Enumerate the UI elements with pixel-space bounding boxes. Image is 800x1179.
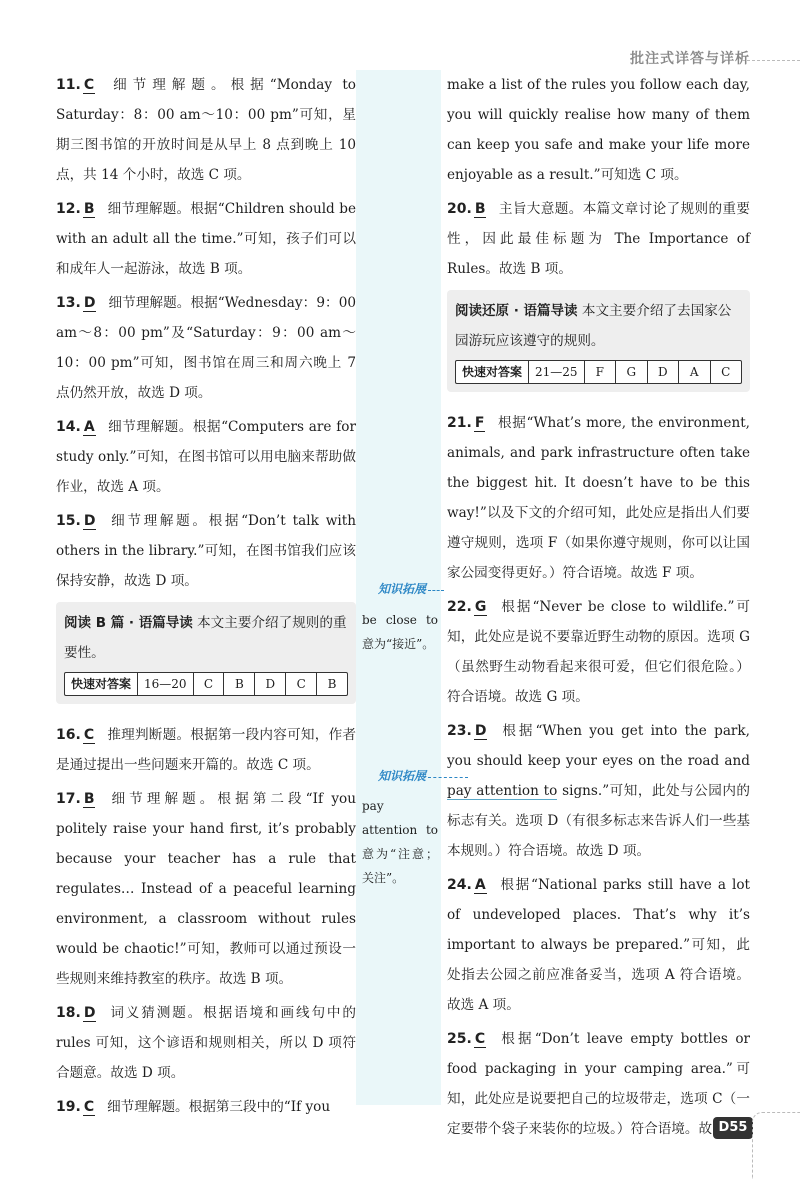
answer-cell: C: [194, 673, 225, 695]
question-explanation: 细节理解题。根据第二段“If you politely raise your hand first, it’s probably because your teacher has a rule that regulates… Instead of a peaceful learning environment, a classroom without rules would be chaotic!”可知，教师可以通过预设一些规则来维持教室的秩序。故选 B 项。: [56, 791, 356, 987]
question-number: 14.: [56, 419, 81, 435]
question-19: [56, 1092, 356, 1122]
question-explanation: 细节理解题。根据第三段中的“If you: [107, 1099, 331, 1115]
question-answer: C: [83, 727, 95, 743]
question-explanation: 细节理解题。根据“Don’t talk with others in the library.”可知，在图书馆我们应该保持安静，故选 D 项。: [56, 513, 356, 589]
question-explanation: 细节理解题。根据“Wednesday：9：00 am～8：00 pm”及“Saturday：9：00 am～10：00 pm”可知，图书馆在周三和周六晚上 7 点仍然开放，故选 D 项。: [56, 295, 356, 401]
question-17: [56, 784, 356, 994]
question-18: [56, 998, 356, 1088]
knowledge-note-text: be close to 意为“接近”。: [362, 613, 438, 651]
question-answer: B: [83, 201, 95, 217]
question-11: [56, 70, 356, 190]
guide-heading: 阅读 B 篇 · 语篇导读: [64, 615, 193, 631]
answer-cell: F: [585, 361, 616, 383]
question-19-continued: [447, 70, 750, 190]
question-24: [447, 870, 750, 1020]
question-number: 19.: [56, 1099, 81, 1115]
question-explanation: 根据“When you get into the park, you should keep your eyes on the road and: [447, 723, 750, 769]
question-explanation: 根据“Don’t leave empty bottles or food packaging in your camping area.”可知，此处应是说要把自己的垃圾带走，选项 C（一定要带个袋子来装你的垃圾。）符合语境。故: [447, 1031, 750, 1137]
question-number: 16.: [56, 727, 81, 743]
answer-cell: B: [224, 673, 255, 695]
question-number: 20.: [447, 201, 472, 217]
question-12: [56, 194, 356, 284]
question-answer: F: [474, 415, 485, 431]
question-number: 21.: [447, 415, 472, 431]
knowledge-note-text: pay attention to 意为“注意；关注”。: [362, 799, 438, 885]
answer-range: 16—20: [138, 673, 194, 695]
annotated-phrase: pay attention to: [447, 783, 558, 799]
note-pointer: [428, 590, 444, 591]
answer-cell: A: [679, 361, 710, 383]
question-explanation: 主旨大意题。本篇文章讨论了规则的重要性，因此最佳标题为 The Importance of Rules。故选 B 项。: [447, 201, 750, 277]
question-answer: C: [474, 1031, 486, 1047]
header-title: 批注式详答与详析: [630, 51, 750, 67]
question-explanation: 根据“What’s more, the environment, animals, and park infrastructure often take the biggest hit. It doesn’t have to be this way!”以及下文的介绍可知，此处应是指出人们要遵守规则，选项 F（如果你遵守规则，你可以让国家公园变得更好。）符合语境。故选 F 项。: [447, 415, 750, 581]
question-explanation: 根据“National parks still have a lot of undeveloped places. That’s why it’s important to always be prepared.”可知，此处指去公园之前应准备妥当，选项 A 符合语境。故选 A 项。: [447, 877, 750, 1013]
question-13: [56, 288, 356, 408]
question-answer: D: [83, 513, 96, 529]
question-answer: C: [83, 1099, 95, 1115]
question-25: [447, 1024, 750, 1144]
question-15: [56, 506, 356, 596]
question-number: 18.: [56, 1005, 81, 1021]
question-answer: A: [474, 877, 486, 893]
question-explanation: make a list of the rules you follow each day, you will quickly realise how many of them can keep you safe and make your life more enjoyable as a result.”可知选 C 项。: [447, 77, 750, 183]
question-explanation: 细节理解题。根据“Children should be with an adult all the time.”可知，孩子们可以和成年人一起游泳，故选 B 项。: [56, 201, 356, 277]
question-14: [56, 412, 356, 502]
question-16: [56, 720, 356, 780]
page-corner-decoration: [752, 1112, 800, 1179]
question-answer: B: [83, 791, 95, 807]
question-number: 12.: [56, 201, 81, 217]
knowledge-note-tag: 知识拓展: [378, 769, 427, 783]
answer-cell: C: [286, 673, 317, 695]
question-explanation: 根据“Never be close to wildlife.”可知，此处应是说不要靠近野生动物的原因。选项 G（虽然野生动物看起来很可爱，但它们很危险。）符合语境。故选 G 项。: [447, 599, 750, 705]
answer-cell: D: [255, 673, 286, 695]
quick-answer-table: [64, 672, 348, 696]
question-21: [447, 408, 750, 588]
question-explanation: 细节理解题。根据“Computers are for study only.”可知，在图书馆可以用电脑来帮助做作业，故选 A 项。: [56, 419, 356, 495]
note-pointer: [428, 777, 468, 778]
question-answer: G: [474, 599, 487, 615]
answer-cell: D: [648, 361, 679, 383]
question-explanation-cont: signs.”可知，此处与公园内的标志有关。选项 D（有很多标志来告诉人们一些基本规则。）符合语境。故选 D 项。: [447, 783, 750, 859]
answer-cell: B: [327, 677, 337, 691]
question-number: 11.: [56, 77, 81, 93]
question-number: 23.: [447, 723, 472, 739]
quick-answer-table: [455, 360, 742, 384]
passage-b-guide: [56, 602, 356, 704]
answer-cell: C: [721, 365, 731, 379]
question-explanation: 细节理解题。根据“Monday to Saturday：8：00 am～10：00 pm”可知，星期三图书馆的开放时间是从早上 8 点到晚上 10 点，共 14 个小时，故选 C 项。: [56, 77, 356, 183]
guide-text: 本文主要介绍了去国家公园游玩应该遵守的规则。: [455, 303, 732, 349]
answer-table-label: 快速对答案: [65, 673, 138, 695]
answer-table-label: 快速对答案: [456, 361, 529, 383]
question-number: 24.: [447, 877, 472, 893]
left-column: [56, 70, 356, 1126]
question-answer: D: [474, 723, 487, 739]
header-divider: [742, 60, 800, 62]
question-answer: C: [83, 77, 95, 93]
question-number: 17.: [56, 791, 81, 807]
answer-cell: G: [616, 361, 647, 383]
question-explanation: 推理判断题。根据第一段内容可知，作者是通过提出一些问题来开篇的。故选 C 项。: [56, 727, 356, 773]
question-number: 25.: [447, 1031, 472, 1047]
guide-heading: 阅读还原 · 语篇导读: [455, 303, 578, 319]
question-answer: D: [83, 295, 96, 311]
question-answer: D: [83, 1005, 96, 1021]
question-explanation: 词义猜测题。根据语境和画线句中的 rules 可知，这个谚语和规则相关，所以 D 项符合题意。故选 D 项。: [56, 1005, 356, 1081]
question-answer: A: [83, 419, 95, 435]
question-number: 22.: [447, 599, 472, 615]
question-number: 15.: [56, 513, 81, 529]
question-23: [447, 716, 750, 866]
question-20: [447, 194, 750, 284]
page-number: D55: [713, 1117, 753, 1139]
question-22: [447, 592, 750, 712]
right-column: [447, 70, 750, 1148]
question-answer: B: [474, 201, 486, 217]
answer-range: 21—25: [529, 361, 585, 383]
question-number: 13.: [56, 295, 81, 311]
cloze-passage-guide: [447, 290, 750, 392]
knowledge-note-tag: 知识拓展: [378, 582, 427, 596]
guide-text: 本文主要介绍了规则的重要性。: [64, 615, 347, 661]
